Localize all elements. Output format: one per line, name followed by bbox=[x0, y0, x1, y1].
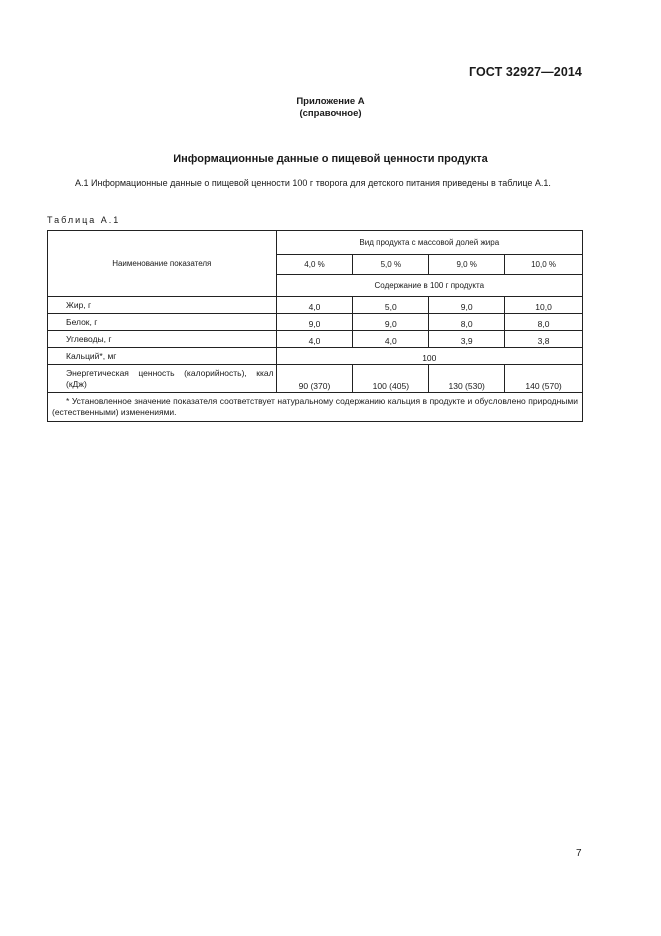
content-per-100g-header: Содержание в 100 г продукта bbox=[276, 275, 582, 297]
table-row bbox=[48, 314, 583, 331]
row-label: Кальций*, мг bbox=[48, 348, 277, 365]
table-cell: 9,0 bbox=[429, 297, 505, 314]
appendix-subtitle: (справочное) bbox=[299, 108, 362, 119]
fat-column-header: 9,0 % bbox=[429, 255, 505, 275]
appendix-heading bbox=[0, 96, 661, 120]
fat-column-header: 4,0 % bbox=[276, 255, 353, 275]
table-cell: 4,0 bbox=[276, 297, 353, 314]
table-cell: 130 (530) bbox=[429, 365, 505, 393]
table-row bbox=[48, 365, 583, 393]
table-cell: 9,0 bbox=[276, 314, 353, 331]
fat-column-header: 5,0 % bbox=[353, 255, 429, 275]
nutrition-table bbox=[47, 230, 583, 422]
appendix-title: Приложение А bbox=[296, 96, 365, 107]
table-cell: 140 (570) bbox=[505, 365, 583, 393]
footnote-row bbox=[48, 393, 583, 422]
table-cell: 8,0 bbox=[429, 314, 505, 331]
document-standard-number: ГОСТ 32927—2014 bbox=[468, 65, 582, 79]
fat-column-header: 10,0 % bbox=[505, 255, 583, 275]
table-footnote: * Установленное значение показателя соответствует натуральному содержанию кальция в продукте и обусловлено природными (естественными) изменениями. bbox=[48, 393, 583, 422]
indicator-column-header: Наименование показателя bbox=[48, 231, 277, 297]
table-cell: 9,0 bbox=[353, 314, 429, 331]
intro-paragraph: А.1 Информационные данные о пищевой ценности 100 г творога для детского питания приведены в таблице А.1. bbox=[75, 178, 551, 188]
table-row bbox=[48, 348, 583, 365]
table-cell: 90 (370) bbox=[276, 365, 353, 393]
table-cell: 4,0 bbox=[353, 331, 429, 348]
table-header-row bbox=[48, 231, 583, 255]
product-type-header: Вид продукта с массовой долей жира bbox=[276, 231, 582, 255]
table-cell: 8,0 bbox=[505, 314, 583, 331]
table-row bbox=[48, 297, 583, 314]
row-label: Жир, г bbox=[48, 297, 277, 314]
row-label: Углеводы, г bbox=[48, 331, 277, 348]
section-title: Информационные данные о пищевой ценности продукта bbox=[173, 153, 488, 165]
table-cell: 3,9 bbox=[429, 331, 505, 348]
table-cell: 10,0 bbox=[505, 297, 583, 314]
table-caption: Таблица А.1 bbox=[47, 215, 121, 225]
table-cell: 4,0 bbox=[276, 331, 353, 348]
calcium-value: 100 bbox=[276, 348, 582, 365]
page-number: 7 bbox=[576, 848, 582, 859]
table-cell: 100 (405) bbox=[353, 365, 429, 393]
table-row bbox=[48, 331, 583, 348]
table-cell: 5,0 bbox=[353, 297, 429, 314]
row-label: Энергетическая ценность (калорийность), ккал (кДж) bbox=[48, 365, 277, 393]
row-label: Белок, г bbox=[48, 314, 277, 331]
table-cell: 3,8 bbox=[505, 331, 583, 348]
